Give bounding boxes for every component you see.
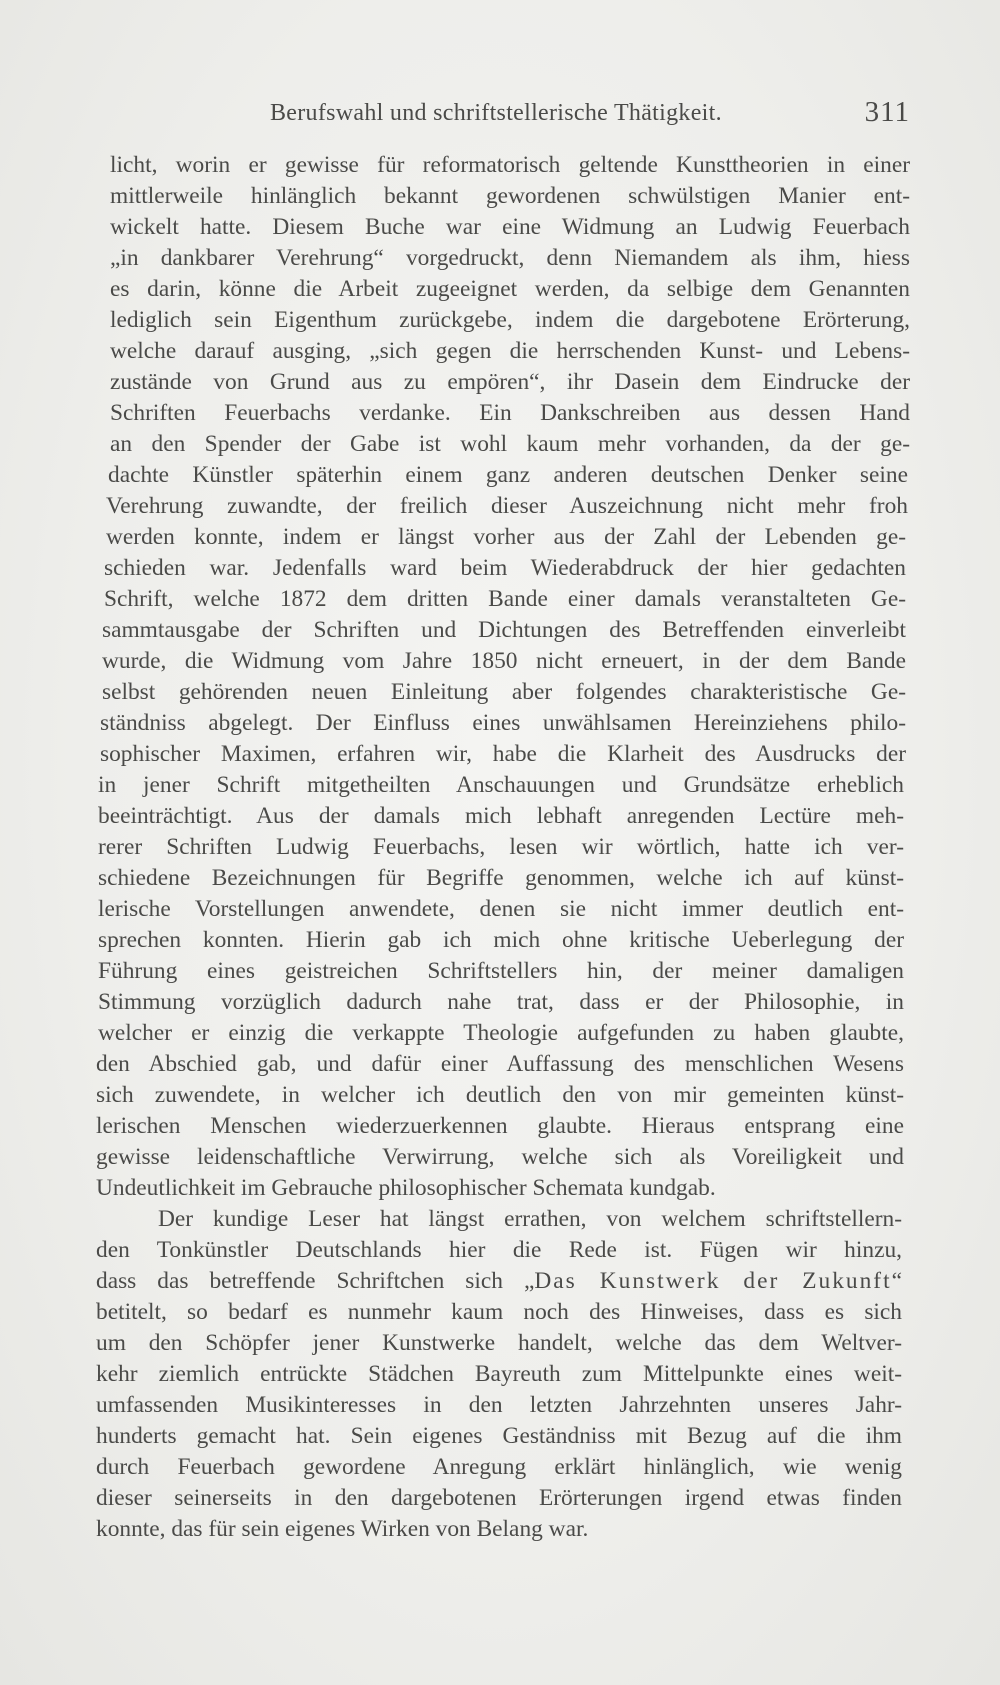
text-line: gewisse leidenschaftliche Verwirrung, welche sich als Voreiligkeit und — [96, 1144, 904, 1170]
text-line: werden konnte, indem er längst vorher aus der Zahl der Lebenden ge- — [106, 524, 906, 550]
running-title: Berufswahl und schriftstellerische Thätigkeit. — [270, 100, 722, 126]
text-line: selbst gehörenden neuen Einleitung aber folgendes charakteristische Ge- — [102, 679, 906, 705]
text-line: um den Schöpfer jener Kunstwerke handelt, welche das dem Weltver- — [96, 1330, 902, 1356]
text-line: rerer Schriften Ludwig Feuerbachs, lesen wir wörtlich, hatte ich ver- — [98, 834, 904, 860]
text-line: umfassenden Musikinteresses in den letzten Jahrzehnten unseres Jahr- — [96, 1392, 902, 1418]
text-line: Schriften Feuerbachs verdanke. Ein Dankschreiben aus dessen Hand — [110, 400, 910, 426]
text-line: dieser seinerseits in den dargebotenen Erörterungen irgend etwas finden — [96, 1485, 902, 1511]
text-line: licht, worin er gewisse für reformatorisch geltende Kunsttheorien in einer — [110, 152, 910, 178]
text-line: Stimmung vorzüglich dadurch nahe trat, dass er der Philosophie, in — [98, 989, 904, 1015]
text-line: den Tonkünstler Deutschlands hier die Rede ist. Fügen wir hinzu, — [96, 1237, 902, 1263]
text-line: Undeutlichkeit im Gebrauche philosophischer Schemata kundgab. — [96, 1175, 716, 1201]
text-line: es darin, könne die Arbeit zugeeignet werden, da selbige dem Genannten — [110, 276, 910, 302]
text-line: schieden war. Jedenfalls ward beim Wiederabdruck der hier gedachten — [104, 555, 906, 581]
text-line: den Abschied gab, und dafür einer Auffassung des menschlichen Wesens — [96, 1051, 904, 1077]
text-line: in jener Schrift mitgetheilten Anschauungen und Grundsätze erheblich — [98, 772, 904, 798]
text-line: durch Feuerbach gewordene Anregung erklärt hinlänglich, wie wenig — [96, 1454, 902, 1480]
text-line: konnte, das für sein eigenes Wirken von Belang war. — [96, 1516, 589, 1542]
text-line: dachte Künstler späterhin einem ganz anderen deutschen Denker seine — [108, 462, 908, 488]
text-line: lediglich sein Eigenthum zurückgebe, indem die dargebotene Erörterung, — [110, 307, 910, 333]
text-line: kehr ziemlich entrückte Städchen Bayreuth zum Mittelpunkte eines weit- — [96, 1361, 902, 1387]
text-line: beeinträchtigt. Aus der damals mich lebhaft anregenden Lectüre meh- — [98, 803, 904, 829]
text-line: „in dankbarer Verehrung“ vorgedruckt, denn Niemandem als ihm, hiess — [110, 245, 910, 271]
text-line: Führung eines geistreichen Schriftstellers hin, der meiner damaligen — [98, 958, 904, 984]
text-line: lerischen Menschen wiederzuerkennen glaubte. Hieraus entsprang eine — [96, 1113, 904, 1139]
text-line: schiedene Bezeichnungen für Begriffe genommen, welche ich auf künst- — [98, 865, 904, 891]
text-line: wickelt hatte. Diesem Buche war eine Widmung an Ludwig Feuerbach — [110, 214, 910, 240]
text-line: betitelt, so bedarf es nunmehr kaum noch des Hinweises, dass es sich — [96, 1299, 902, 1325]
text-line: mittlerweile hinlänglich bekannt gewordenen schwülstigen Manier ent- — [110, 183, 910, 209]
text-line: sammtausgabe der Schriften und Dichtungen des Betreffenden einverleibt — [102, 617, 906, 643]
text-line: Schrift, welche 1872 dem dritten Bande einer damals veranstalteten Ge- — [104, 586, 906, 612]
text-line: an den Spender der Gabe ist wohl kaum mehr vorhanden, da der ge- — [110, 431, 910, 457]
page-number: 311 — [864, 96, 910, 128]
text-line: welche darauf ausging, „sich gegen die herrschenden Kunst- und Lebens- — [110, 338, 910, 364]
text-line: lerische Vorstellungen anwendete, denen sie nicht immer deutlich ent- — [98, 896, 904, 922]
text-line: sprechen konnten. Hierin gab ich mich ohne kritische Ueberlegung der — [98, 927, 904, 953]
text-line: sophischer Maximen, erfahren wir, habe die Klarheit des Ausdrucks der — [100, 741, 906, 767]
running-head — [270, 96, 910, 136]
text-line: hunderts gemacht hat. Sein eigenes Geständniss mit Bezug auf die ihm — [96, 1423, 902, 1449]
text-line: ständniss abgelegt. Der Einfluss eines unwählsamen Hereinziehens philo- — [100, 710, 906, 736]
text-line: dass das betreffende Schriftchen sich „Das Kunstwerk der Zukunft“ — [96, 1268, 902, 1294]
spaced-title: Das Kunstwerk der Zukunft — [534, 1268, 892, 1294]
body-text — [0, 150, 1000, 1545]
text-line: welcher er einzig die verkappte Theologie aufgefunden zu haben glaubte, — [98, 1020, 904, 1046]
text-line: zustände von Grund aus zu empören“, ihr Dasein dem Eindrucke der — [110, 369, 910, 395]
text-line: Der kundige Leser hat längst errathen, von welchem schriftstellern- — [158, 1206, 902, 1232]
text-line: sich zuwendete, in welcher ich deutlich den von mir gemeinten künst- — [96, 1082, 904, 1108]
text-line: wurde, die Widmung vom Jahre 1850 nicht erneuert, in der dem Bande — [102, 648, 906, 674]
text-line: Verehrung zuwandte, der freilich dieser Auszeichnung nicht mehr froh — [106, 493, 908, 519]
